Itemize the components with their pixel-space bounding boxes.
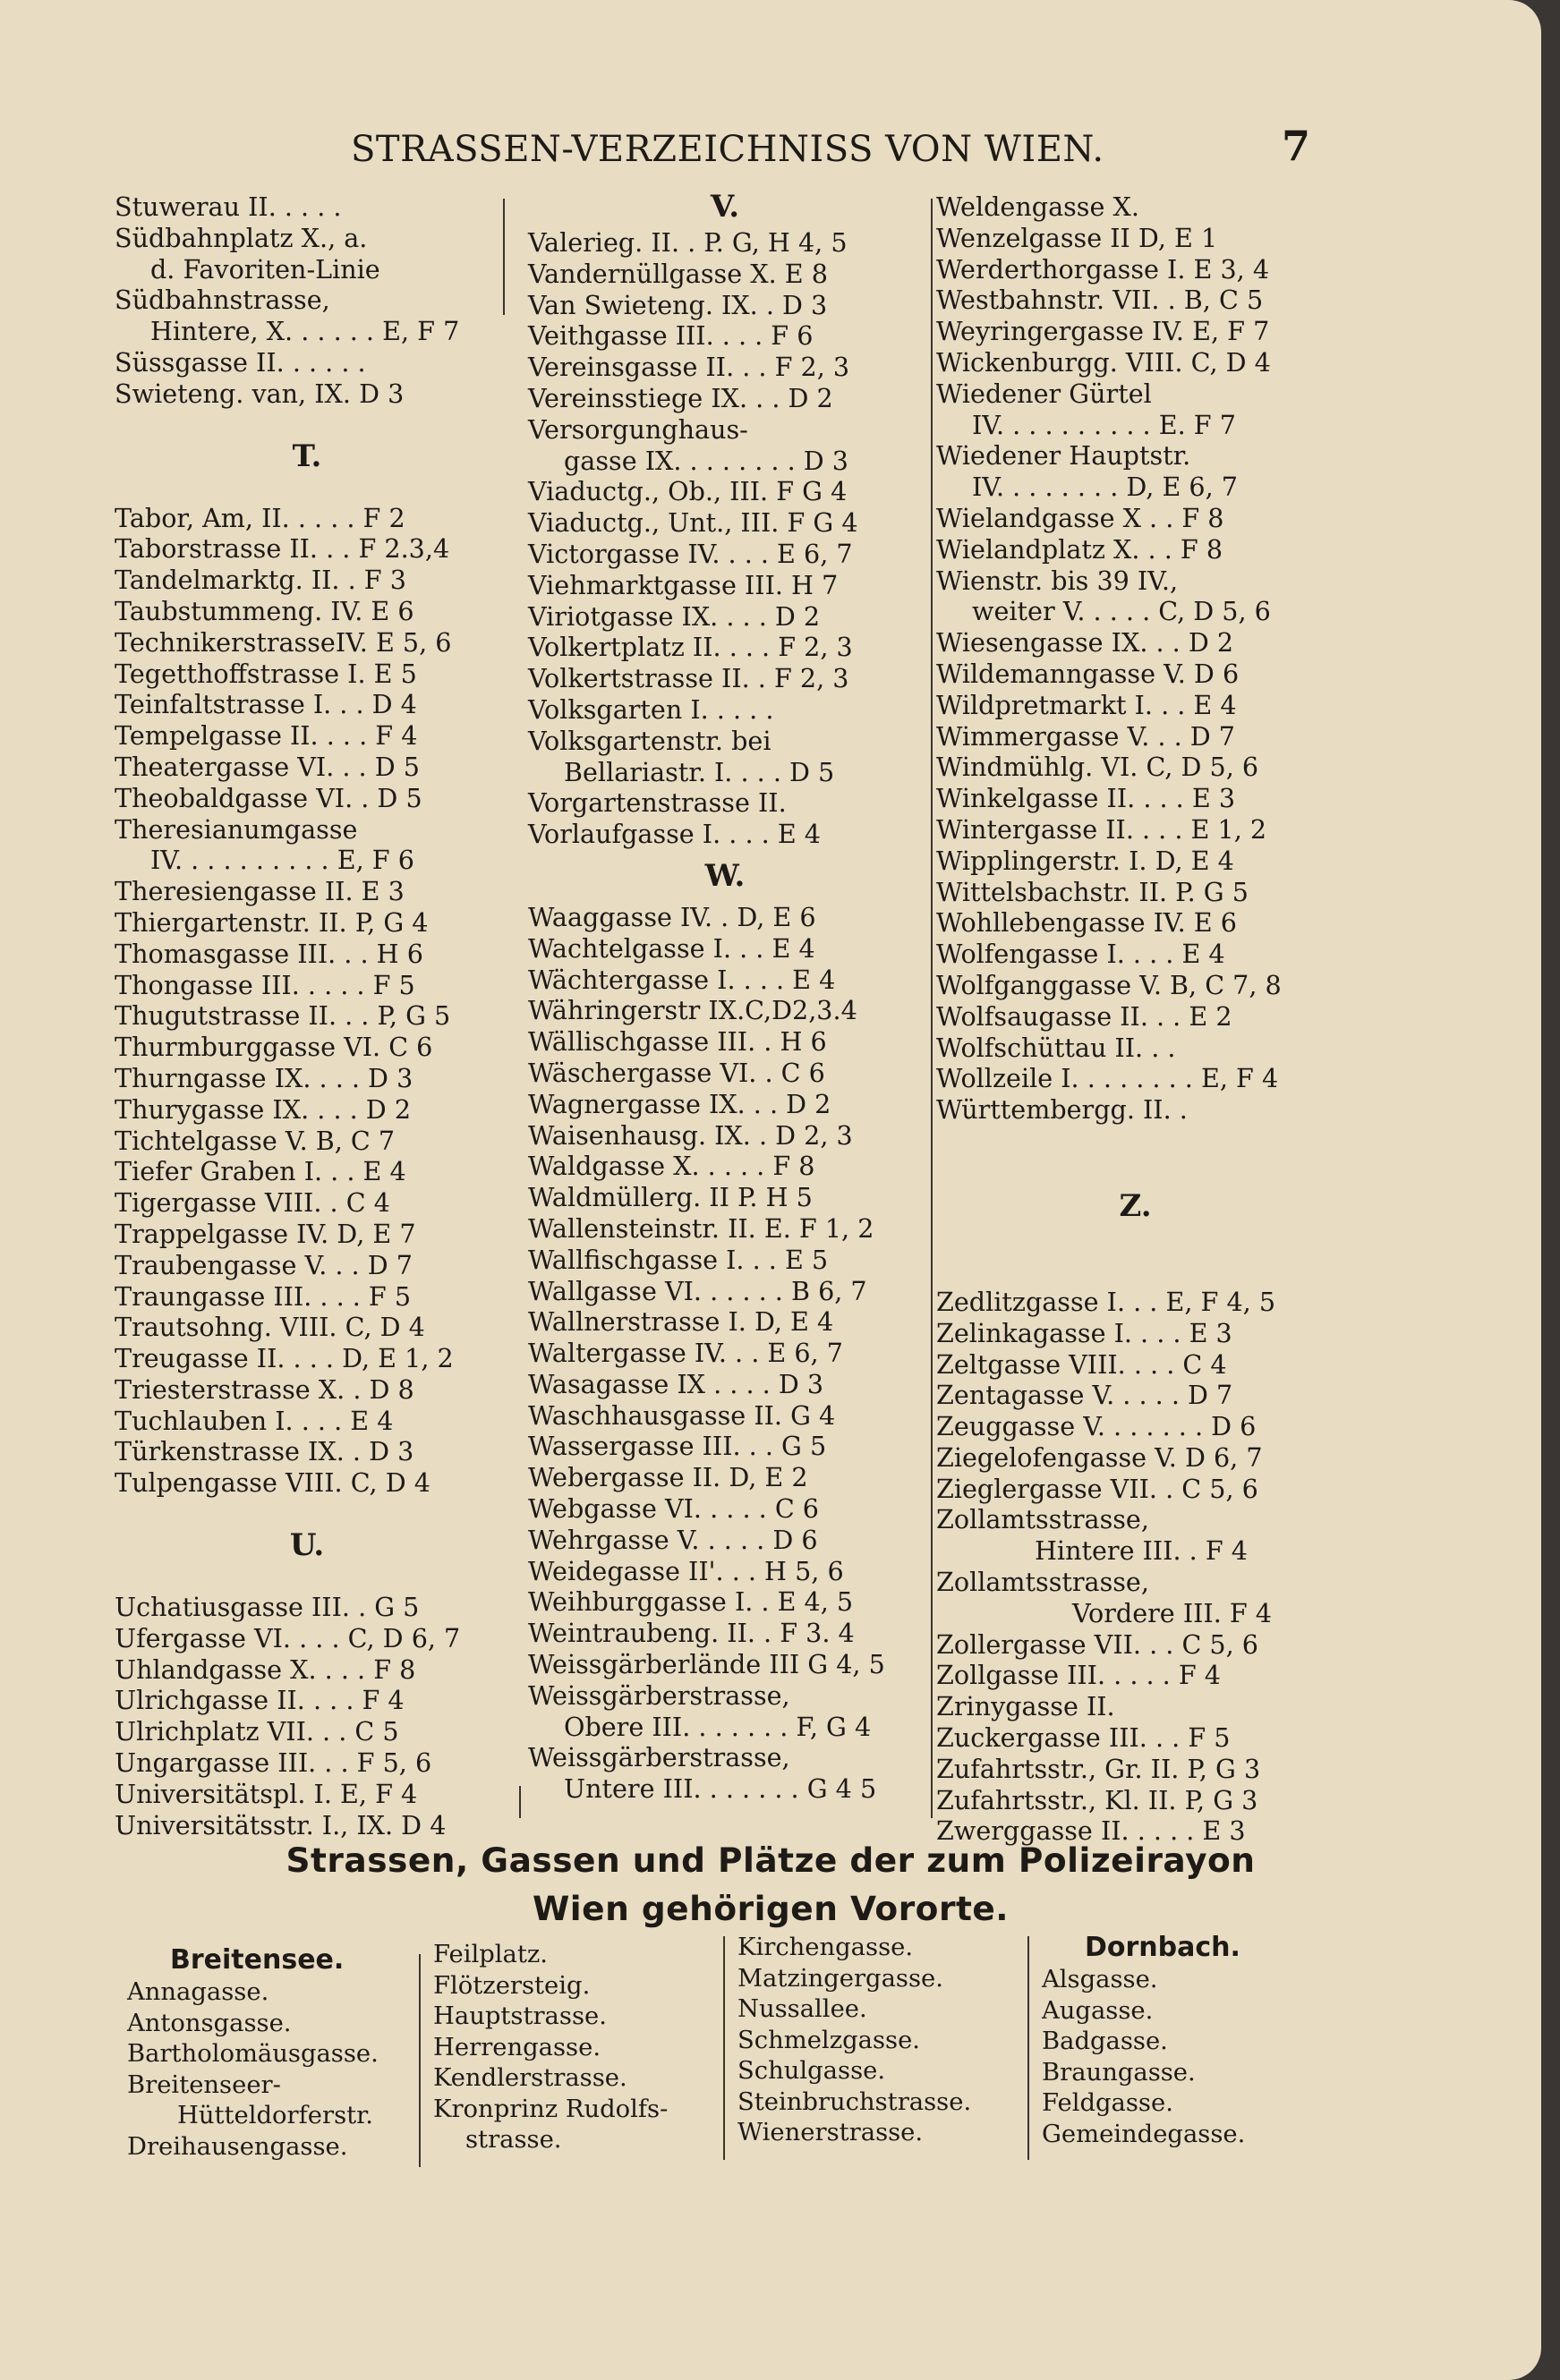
index-entry: Ziegelofengasse V. D 6, 7: [936, 1441, 1263, 1473]
index-entry: Valerieg. II. . P. G, H 4, 5: [528, 227, 848, 258]
index-entry: Taborstrasse II. . . F 2.3,4: [115, 533, 450, 565]
index-entry: Weihburggasse I. . E 4, 5: [528, 1586, 854, 1618]
suburbs-heading: [0, 1836, 1541, 1933]
index-entry: Hintere, X. . . . . . E, F 7: [150, 316, 460, 347]
index-entry: Wiedener Hauptstr.: [936, 440, 1191, 472]
index-entry: Trautsohng. VIII. C, D 4: [115, 1312, 425, 1343]
section-letter-u: U.: [289, 1527, 325, 1564]
index-entry: Waschhausgasse II. G 4: [528, 1399, 836, 1431]
page-header: [0, 122, 1541, 179]
index-entry: Zrinygasse II.: [936, 1691, 1115, 1722]
index-entry: Wallnerstrasse I. D, E 4: [528, 1306, 834, 1338]
index-entry: Wehrgasse V. . . . . D 6: [528, 1524, 818, 1555]
index-entry: Zollgasse III. . . . . F 4: [936, 1660, 1221, 1691]
index-entry: Vereinsgasse II. . . F 2, 3: [528, 352, 850, 383]
index-entry: Wildemanngasse V. D 6: [936, 658, 1240, 689]
section-letter-v: V.: [710, 189, 740, 225]
index-column-1: [115, 191, 499, 1840]
index-entry: Zwerggasse II. . . . . E 3: [936, 1815, 1246, 1847]
column-divider: [419, 1954, 421, 2167]
index-entry: IV. . . . . . . . . . E, F 6: [150, 845, 414, 876]
index-entry: Türkenstrasse IX. . D 3: [115, 1436, 414, 1467]
index-entry: Weissgärberstrasse,: [528, 1679, 790, 1711]
suburbs-heading-line-1: Strassen, Gassen und Plätze der zum Polizeirayon: [286, 1840, 1256, 1880]
column-divider: [723, 1936, 725, 2160]
index-entry: Hintere III. . F 4: [1035, 1535, 1248, 1567]
index-entry: Victorgasse IV. . . . E 6, 7: [528, 538, 853, 569]
index-entry: Traungasse III. . . . F 5: [115, 1280, 412, 1312]
index-entry: Tempelgasse II. . . . F 4: [115, 720, 418, 752]
index-entry: Wasagasse IX . . . . D 3: [528, 1368, 824, 1399]
index-entry: Universitätspl. I. E, F 4: [115, 1778, 418, 1809]
suburb-street: Flötzersteig.: [433, 1971, 591, 2000]
index-entry: Weissgärberlände III G 4, 5: [528, 1649, 885, 1680]
suburb-heading-dornbach: Dornbach.: [1085, 1932, 1240, 1963]
index-entry: Wällischgasse III. . H 6: [528, 1026, 827, 1058]
index-entry: Wassergasse III. . . G 5: [528, 1431, 827, 1462]
index-entry: Wolfengasse I. . . . E 4: [936, 939, 1225, 970]
index-entry: Tulpengasse VIII. C, D 4: [115, 1467, 430, 1499]
suburb-street: Schmelzgasse.: [737, 2026, 921, 2054]
index-entry: Versorgunghaus-: [528, 413, 748, 445]
index-entry: Thurngasse IX. . . . D 3: [115, 1062, 413, 1093]
index-entry: Webgasse VI. . . . . C 6: [528, 1493, 819, 1525]
index-entry: Wallfischgasse I. . . E 5: [528, 1244, 829, 1275]
index-entry: Thomasgasse III. . . H 6: [115, 938, 423, 969]
index-entry: Thurygasse IX. . . . D 2: [115, 1093, 412, 1125]
suburb-column-3: [737, 1933, 1024, 2149]
suburb-street: Kirchengasse.: [737, 1934, 914, 1961]
index-entry: weiter V. . . . . C, D 5, 6: [972, 596, 1271, 627]
index-entry: Webergasse II. D, E 2: [528, 1462, 808, 1493]
index-column-2: [528, 186, 922, 1805]
index-entry: Ufergasse VI. . . . C, D 6, 7: [115, 1622, 461, 1653]
index-entry: Viehmarktgasse III. H 7: [528, 569, 839, 600]
index-entry: Südbahnplatz X., a.: [115, 222, 368, 253]
column-divider: [931, 199, 933, 1818]
index-entry: Weidegasse II'. . . H 5, 6: [528, 1555, 844, 1586]
index-entry: Weintraubeng. II. . F 3. 4: [528, 1618, 855, 1649]
index-entry: Wohllebengasse IV. E 6: [936, 907, 1237, 939]
suburb-street: Schulgasse.: [737, 2057, 886, 2085]
suburb-street: Hütteldorferstr.: [177, 2102, 373, 2129]
index-entry: Wollzeile I. . . . . . . . E, F 4: [936, 1063, 1279, 1094]
index-entry: Ungargasse III. . . F 5, 6: [115, 1747, 432, 1779]
index-entry: Wintergasse II. . . . E 1, 2: [936, 813, 1267, 845]
index-entry: Wolfganggasse V. B, C 7, 8: [936, 969, 1282, 1000]
index-entry: Südbahnstrasse,: [115, 285, 330, 316]
index-entry: Zentagasse V. . . . . D 7: [936, 1380, 1233, 1411]
index-entry: Windmühlg. VI. C, D 5, 6: [936, 752, 1259, 783]
index-entry: Wallensteinstr. II. E. F 1, 2: [528, 1212, 874, 1244]
index-entry: Vordere III. F 4: [1072, 1597, 1272, 1628]
index-entry: Bellariastr. I. . . . D 5: [564, 756, 835, 787]
index-entry: Viaductg., Ob., III. F G 4: [528, 476, 848, 507]
index-entry: Universitätsstr. I., IX. D 4: [115, 1809, 447, 1840]
index-entry: Viriotgasse IX. . . . D 2: [528, 600, 821, 632]
suburb-street: Bartholomäusgasse.: [127, 2040, 379, 2068]
index-entry: Zollamtsstrasse,: [936, 1504, 1149, 1535]
index-entry: Vorgartenstrasse II.: [528, 787, 787, 819]
index-entry: Traubengasse V. . . D 7: [115, 1249, 413, 1280]
index-entry: Winkelgasse II. . . . E 3: [936, 783, 1236, 814]
suburb-street: Matzingergasse.: [737, 1964, 943, 1993]
index-entry: Teinfaltstrasse I. . . D 4: [115, 689, 417, 720]
suburb-street: Gemeindegasse.: [1042, 2120, 1246, 2148]
index-entry: Zeuggasse V. . . . . . . D 6: [936, 1411, 1257, 1442]
index-entry: Viaductg., Unt., III. F G 4: [528, 507, 858, 539]
index-entry: Van Swieteng. IX. . D 3: [528, 289, 828, 320]
index-entry: Westbahnstr. VII. . B, C 5: [936, 285, 1264, 316]
suburb-column-dornbach: [1042, 1931, 1310, 2150]
index-entry: Treugasse II. . . . D, E 1, 2: [115, 1343, 454, 1374]
index-entry: IV. . . . . . . . . . E. F 7: [972, 409, 1236, 440]
index-entry: Wildpretmarkt I. . . E 4: [936, 689, 1237, 720]
index-entry: Wiesengasse IX. . . D 2: [936, 627, 1234, 659]
section-letter-z: Z.: [1119, 1187, 1152, 1224]
section-letter-w: W.: [704, 857, 746, 894]
suburb-column-breitensee: [127, 1943, 413, 2163]
index-entry: Wenzelgasse II D, E 1: [936, 222, 1218, 253]
index-entry: Untere III. . . . . . . G 4 5: [564, 1773, 877, 1805]
suburb-street: Breitenseer-: [127, 2070, 281, 2099]
index-entry: Zollergasse VII. . . C 5, 6: [936, 1628, 1258, 1660]
suburb-street: Kronprinz Rudolfs-: [433, 2095, 669, 2123]
index-entry: Trappelgasse IV. D, E 7: [115, 1218, 416, 1249]
suburb-street: Antonsgasse.: [127, 2009, 292, 2037]
index-entry: Zeltgasse VIII. . . . C 4: [936, 1348, 1227, 1380]
index-entry: Swieteng. van, IX. D 3: [115, 378, 405, 409]
index-entry: Waldgasse X. . . . . F 8: [528, 1151, 815, 1182]
section-letter-t: T.: [292, 438, 322, 474]
index-entry: Veithgasse III. . . . F 6: [528, 320, 814, 352]
index-entry: Zieglergasse VII. . C 5, 6: [936, 1473, 1258, 1504]
index-entry: Zuckergasse III. . . F 5: [936, 1722, 1231, 1754]
suburb-street: Feldgasse.: [1042, 2089, 1173, 2117]
suburb-street: Annagasse.: [127, 1978, 269, 2006]
index-entry: Tiefer Graben I. . . E 4: [115, 1156, 406, 1187]
page-number: 7: [1282, 122, 1311, 170]
index-entry: Zollamtsstrasse,: [936, 1567, 1149, 1598]
index-entry: Weissgärberstrasse,: [528, 1742, 790, 1773]
index-entry: Wolfsaugasse II. . . E 2: [936, 1000, 1232, 1032]
index-entry: Wächtergasse I. . . . E 4: [528, 964, 836, 995]
index-entry: Werderthorgasse I. E 3, 4: [936, 253, 1270, 285]
index-entry: Waisenhausg. IX. . D 2, 3: [528, 1119, 853, 1151]
index-entry: Tegetthoffstrasse I. E 5: [115, 658, 417, 689]
index-entry: Weldengasse X.: [936, 191, 1139, 222]
suburb-street: Wienerstrasse.: [737, 2119, 924, 2146]
suburb-street: Steinbruchstrasse.: [737, 2087, 972, 2116]
index-entry: Volkertstrasse II. . F 2, 3: [528, 663, 849, 694]
index-entry: Volksgartenstr. bei: [528, 725, 771, 756]
index-entry: Thurmburggasse VI. C 6: [115, 1032, 433, 1063]
index-entry: Taubstummeng. IV. E 6: [115, 595, 414, 626]
suburb-street: Kendlerstrasse.: [433, 2064, 627, 2092]
index-entry: Triesterstrasse X. . D 8: [115, 1373, 414, 1405]
index-entry: Thongasse III. . . . . F 5: [115, 969, 415, 1000]
suburb-street: Augasse.: [1042, 1996, 1154, 2025]
index-entry: Uhlandgasse X. . . . F 8: [115, 1653, 416, 1685]
column-divider: [519, 1786, 521, 1818]
column-divider: [503, 199, 505, 315]
index-entry: Vandernüllgasse X. E 8: [528, 258, 828, 289]
index-entry: Wolfschüttau II. . .: [936, 1032, 1176, 1063]
suburb-heading-breitensee: Breitensee.: [170, 1944, 345, 1976]
index-entry: Zufahrtsstr., Gr. II. P, G 3: [936, 1753, 1261, 1784]
index-entry: Wallgasse VI. . . . . . B 6, 7: [528, 1275, 867, 1306]
index-entry: Waaggasse IV. . D, E 6: [528, 901, 816, 932]
index-column-3: [936, 191, 1334, 1847]
suburb-street: strasse.: [465, 2126, 562, 2154]
index-entry: Tichtelgasse V. B, C 7: [115, 1125, 396, 1156]
index-entry: Volkertplatz II. . . . F 2, 3: [528, 632, 853, 663]
index-entry: TechnikerstrasseIV. E 5, 6: [115, 626, 452, 658]
index-entry: Theobaldgasse VI. . D 5: [115, 782, 422, 813]
index-entry: Waltergasse IV. . . E 6, 7: [528, 1338, 843, 1369]
index-entry: Theresiengasse II. E 3: [115, 876, 405, 907]
index-entry: Vereinsstiege IX. . . D 2: [528, 382, 833, 413]
index-entry: Waldmüllerg. II P. H 5: [528, 1182, 813, 1213]
suburb-street: Braungasse.: [1042, 2058, 1196, 2087]
index-entry: Tandelmarktg. II. . F 3: [115, 565, 406, 596]
index-entry: Wielandgasse X . . F 8: [936, 502, 1224, 533]
index-entry: Wiedener Gürtel: [936, 378, 1152, 409]
suburb-street: Hauptstrasse.: [433, 2002, 607, 2030]
index-entry: Wittelsbachstr. II. P. G 5: [936, 876, 1249, 907]
index-entry: Zufahrtsstr., Kl. II. P, G 3: [936, 1784, 1258, 1815]
index-entry: Währingerstr IX.C,D2,3.4: [528, 995, 857, 1026]
index-entry: Wachtelgasse I. . . E 4: [528, 932, 815, 964]
suburb-street: Feilplatz.: [433, 1941, 549, 1968]
index-entry: Ulrichplatz VII. . . C 5: [115, 1716, 399, 1747]
index-entry: Wagnergasse IX. . . D 2: [528, 1088, 831, 1119]
index-entry: IV. . . . . . . . D, E 6, 7: [972, 472, 1238, 503]
suburb-street: Herrengasse.: [433, 2033, 601, 2061]
suburbs-heading-line-2: Wien gehörigen Vororte.: [532, 1889, 1010, 1928]
index-entry: Theresianumgasse: [115, 813, 358, 845]
index-entry: Uchatiusgasse III. . G 5: [115, 1592, 420, 1623]
index-entry: Volksgarten I. . . . .: [528, 693, 774, 725]
index-entry: Zelinkagasse I. . . . E 3: [936, 1317, 1232, 1348]
index-entry: Süssgasse II. . . . . .: [115, 346, 366, 378]
index-entry: d. Favoriten-Linie: [150, 253, 380, 285]
index-entry: Wimmergasse V. . . D 7: [936, 720, 1235, 752]
index-entry: Obere III. . . . . . . F, G 4: [564, 1711, 872, 1742]
suburb-street: Dreihausengasse.: [127, 2132, 348, 2161]
index-entry: Weyringergasse IV. E, F 7: [936, 316, 1270, 347]
suburb-street: Alsgasse.: [1042, 1966, 1158, 1993]
index-entry: Thiergartenstr. II. P, G 4: [115, 906, 429, 938]
index-entry: Württembergg. II. .: [936, 1094, 1188, 1126]
index-entry: Tuchlauben I. . . . E 4: [115, 1405, 394, 1436]
index-entry: Ulrichgasse II. . . . F 4: [115, 1685, 405, 1716]
index-entry: Wäschergasse VI. . C 6: [528, 1057, 825, 1088]
column-divider: [1027, 1936, 1029, 2160]
page-title: STRASSEN-VERZEICHNISS VON WIEN.: [351, 129, 1104, 170]
index-entry: Wielandplatz X. . . F 8: [936, 533, 1223, 565]
index-entry: Wipplingerstr. I. D, E 4: [936, 845, 1234, 876]
index-entry: Vorlaufgasse I. . . . E 4: [528, 819, 821, 850]
suburb-street: Nussallee.: [737, 1995, 867, 2023]
suburb-column-2: [433, 1940, 716, 2156]
index-entry: Thugutstrasse II. . . P, G 5: [115, 1000, 451, 1032]
index-entry: Stuwerau II. . . . .: [115, 191, 342, 222]
index-entry: Zedlitzgasse I. . . E, F 4, 5: [936, 1286, 1276, 1317]
suburb-street: Badgasse.: [1042, 2027, 1168, 2055]
index-entry: Theatergasse VI. . . D 5: [115, 751, 420, 782]
index-entry: Tigergasse VIII. . C 4: [115, 1187, 390, 1219]
index-entry: gasse IX. . . . . . . . D 3: [564, 445, 848, 476]
index-entry: Wickenburgg. VIII. C, D 4: [936, 346, 1271, 378]
index-entry: Tabor, Am, II. . . . . F 2: [115, 502, 405, 533]
index-entry: Wienstr. bis 39 IV.,: [936, 565, 1179, 596]
